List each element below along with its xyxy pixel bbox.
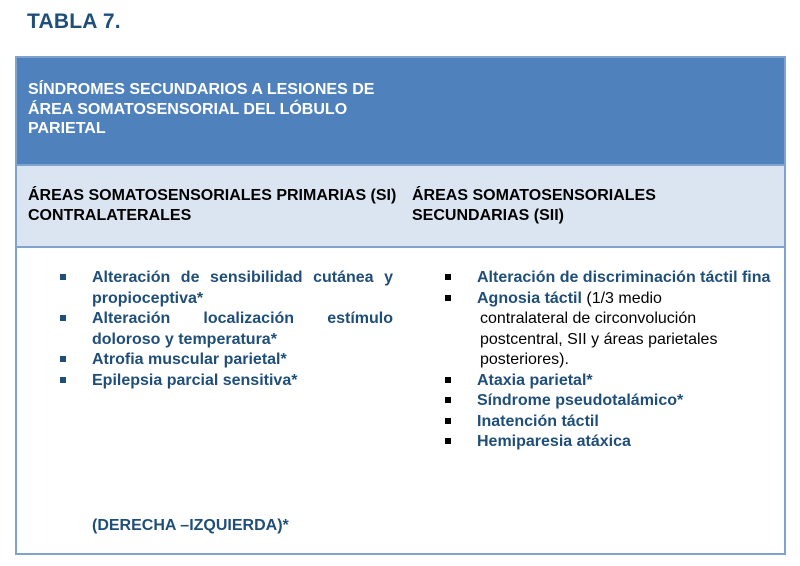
table-header-text: SÍNDROMES SECUNDARIOS A LESIONES DE ÁREA SOMATOSENSORIAL DEL LÓBULO PARIETAL [28, 81, 375, 137]
list-item: Alteración localización estímulo doloroso y temperatura* [60, 309, 393, 350]
list-item: Síndrome pseudotalámico* [445, 391, 775, 412]
list-item: Ataxia parietal* [445, 371, 775, 392]
column-headings [17, 164, 784, 248]
list-item: Alteración de sensibilidad cutánea y propioceptiva* [60, 268, 393, 309]
list-item: Hemiparesia atáxica [445, 432, 775, 453]
laterality-footnote: (DERECHA –IZQUIERDA)* [92, 517, 289, 534]
square-bullet-icon [445, 295, 451, 301]
square-bullet-icon [60, 315, 66, 321]
list-item: Epilepsia parcial sensitiva* [60, 371, 393, 392]
square-bullet-icon [445, 274, 451, 280]
square-bullet-icon [445, 397, 451, 403]
list-item: Agnosia táctil (1/3 medio contralateral de circonvolución postcentral, SII y áreas parietales posteriores). [445, 289, 775, 371]
list-item: Alteración de discriminación táctil fina [445, 268, 775, 289]
primary-list [60, 268, 393, 391]
col-heading-primary: ÁREAS SOMATOSENSORIALES PRIMARIAS (SI) CONTRALATERALES [28, 187, 397, 224]
syndromes-table [15, 56, 786, 555]
square-bullet-icon [445, 377, 451, 383]
square-bullet-icon [60, 377, 66, 383]
list-item: Inatención táctil [445, 412, 775, 433]
square-bullet-icon [60, 274, 66, 280]
table-header [17, 58, 784, 164]
square-bullet-icon [445, 418, 451, 424]
secondary-list [445, 268, 775, 453]
col-heading-secondary: ÁREAS SOMATOSENSORIALES SECUNDARIAS (SII) [412, 187, 656, 224]
table-body [17, 248, 784, 553]
square-bullet-icon [60, 356, 66, 362]
list-item: Atrofia muscular parietal* [60, 350, 393, 371]
square-bullet-icon [445, 438, 451, 444]
page-title: TABLA 7. [27, 10, 121, 33]
